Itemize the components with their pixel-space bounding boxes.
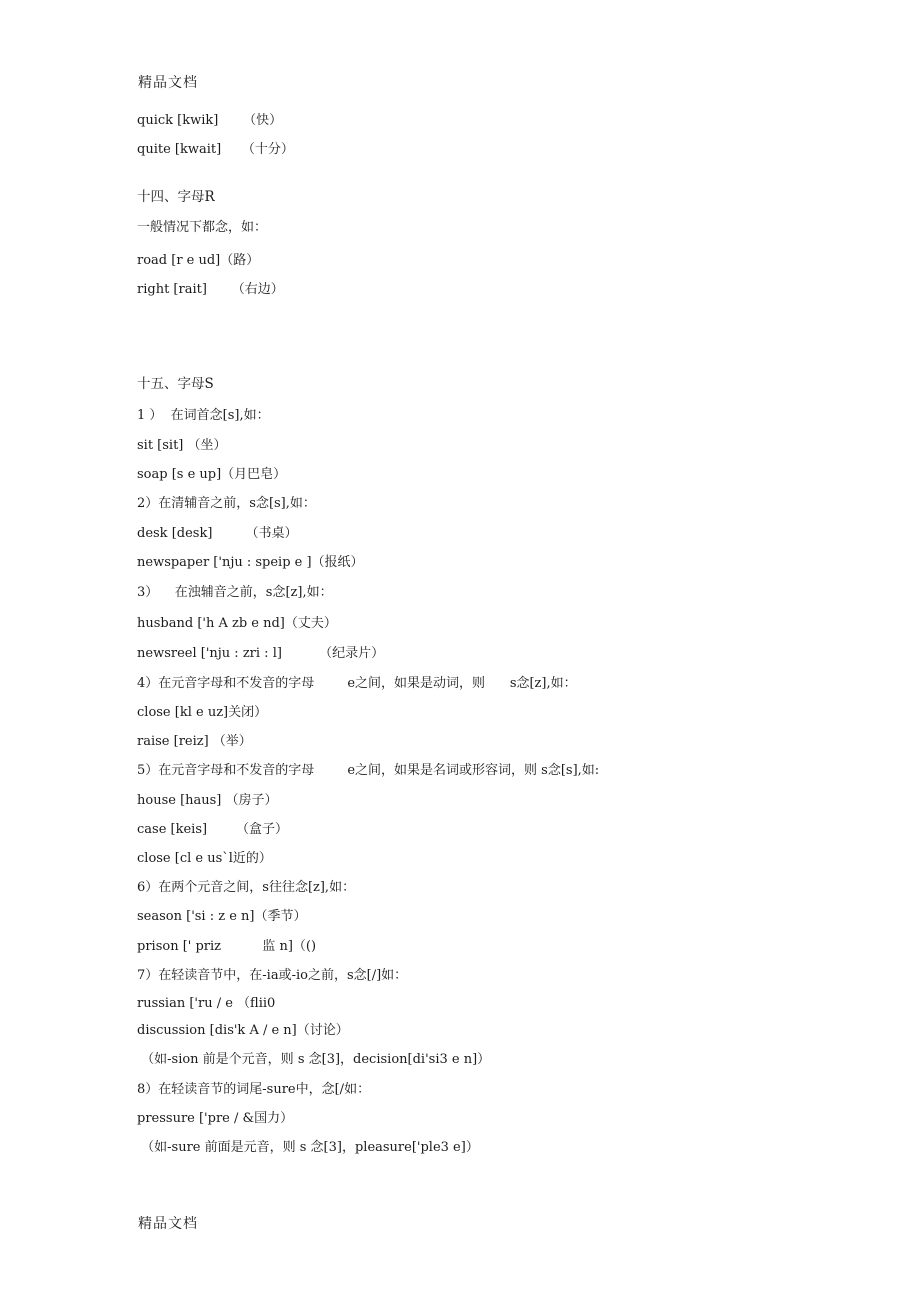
- word-line-quick: quick [kwik] （快）: [137, 113, 283, 128]
- word-line-prison: prison [' priz 监 n]（(): [137, 939, 317, 954]
- word-line-desk: desk [desk] （书桌）: [137, 526, 298, 541]
- word-line-soap: soap [s e up]（月巴皂）: [137, 467, 287, 482]
- word-line-russian: russian ['ru / e （flii0: [137, 996, 276, 1011]
- section-heading-r: 十四、字母R: [137, 189, 215, 205]
- word-line-case: case [keis] （盒子）: [137, 822, 288, 837]
- rule-line: 4）在元音字母和不发音的字母 e之间，如果是动词，则 s念[z],如：: [137, 676, 577, 691]
- rule-line: 6）在两个元音之间，s往往念[z],如：: [137, 880, 356, 895]
- word-line-close-adj: close [cl e us`l近的）: [137, 851, 272, 866]
- rule-line: 8）在轻读音节的词尾-sure中，念[/如：: [137, 1082, 371, 1097]
- rule-line: 2）在清辅音之前，s念[s],如：: [137, 496, 316, 511]
- page-footer: 精品文档: [138, 1216, 198, 1232]
- note-line: （如-sion 前是个元音，则 s 念[3]，decision[di'si3 e n]）: [137, 1052, 491, 1067]
- word-line-newspaper: newspaper ['nju : speip e ]（报纸）: [137, 555, 364, 570]
- rule-line: 3） 在浊辅音之前，s念[z],如：: [137, 585, 333, 600]
- page-header: 精品文档: [138, 75, 198, 91]
- rule-line: 1 ） 在词首念[s],如：: [137, 408, 270, 423]
- word-line-close: close [kl e uz]关闭）: [137, 705, 268, 720]
- word-line-road: road [r e ud]（路）: [137, 253, 260, 268]
- note-line: （如-sure 前面是元音，则 s 念[3]，pleasure['ple3 e]）: [137, 1140, 479, 1155]
- word-line-newsreel: newsreel ['nju : zri : l] （纪录片）: [137, 646, 385, 661]
- word-line-quite: quite [kwait] （十分）: [137, 142, 294, 157]
- word-line-sit: sit [sit] （坐）: [137, 438, 227, 453]
- word-line-house: house [haus] （房子）: [137, 793, 278, 808]
- word-line-husband: husband ['h A zb e nd]（丈夫）: [137, 616, 337, 631]
- word-line-right: right [rait] （右边）: [137, 282, 284, 297]
- word-line-season: season ['si : z e n]（季节）: [137, 909, 307, 924]
- rule-line: 7）在轻读音节中，在-ia或-io之前，s念[/]如：: [137, 968, 408, 983]
- rule-line: 一般情况下都念，如：: [137, 220, 268, 235]
- word-line-raise: raise [reiz] （举）: [137, 734, 252, 749]
- section-heading-s: 十五、字母S: [137, 376, 214, 392]
- word-line-pressure: pressure ['pre / &国力）: [137, 1111, 294, 1126]
- word-line-discussion: discussion [dis'k A / e n]（讨论）: [137, 1023, 349, 1038]
- rule-line: 5）在元音字母和不发音的字母 e之间，如果是名词或形容词，则 s念[s],如:: [137, 763, 600, 778]
